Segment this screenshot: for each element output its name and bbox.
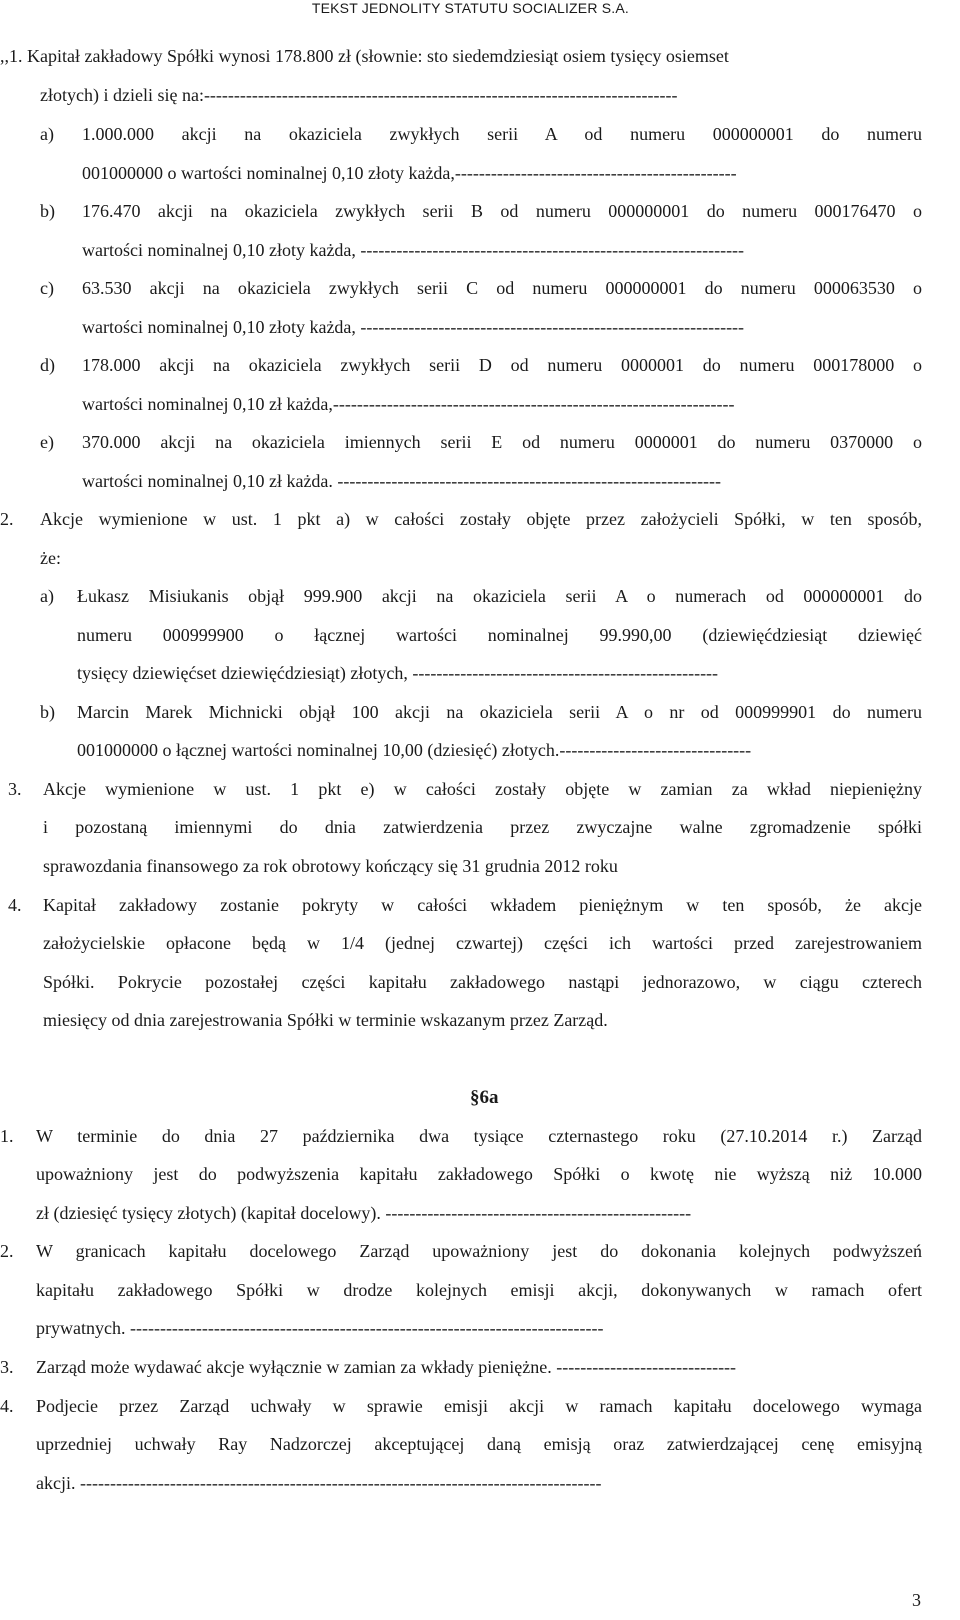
point-4-line3: Spółki. Pokrycie pozostałej części kapitału zakładowego nastąpi jednorazowo, w ciągu czterech <box>43 972 922 992</box>
series-d-label: d) <box>40 355 55 375</box>
series-a-line2: 001000000 o wartości nominalnej 0,10 złoty każda,----------------------------------------------- <box>82 163 737 183</box>
series-a-line1: 1.000.000 akcji na okaziciela zwykłych serii A od numeru 000000001 do numeru <box>82 124 922 144</box>
point-2-line1: Akcje wymienione w ust. 1 pkt a) w całości zostały objęte przez założycieli Spółki, w ten sposób, <box>40 509 922 529</box>
series-d-line2: wartości nominalnej 0,10 zł każda,------------------------------------------------------------------- <box>82 394 735 414</box>
section-6a-p2-line1: W granicach kapitału docelowego Zarząd upoważniony jest do dokonania kolejnych podwyższeń <box>36 1241 922 1261</box>
point-2b-line1: Marcin Marek Michnicki objął 100 akcji na okaziciela serii A o nr od 000999901 do numeru <box>77 702 922 722</box>
section-6a-p4-line2: uprzedniej uchwały Ray Nadzorczej akceptującej daną emisją oraz zatwierdzającej cenę emisyjną <box>36 1434 922 1454</box>
series-b-line1: 176.470 akcji na okaziciela zwykłych serii B od numeru 000000001 do numeru 000176470 o <box>82 201 922 221</box>
section-6a-p3-number: 3. <box>0 1357 14 1377</box>
series-b-label: b) <box>40 201 55 221</box>
section-6a-p4-number: 4. <box>0 1396 14 1416</box>
section-6a-p2-number: 2. <box>0 1241 14 1261</box>
series-e-line2: wartości nominalnej 0,10 zł każda. ---------------------------------------------------------------- <box>82 471 722 491</box>
document-header: TEKST JEDNOLITY STATUTU SOCIALIZER S.A. <box>311 0 629 16</box>
point-3-line3: sprawozdania finansowego za rok obrotowy kończący się 31 grudnia 2012 roku <box>43 856 618 876</box>
series-c-line1: 63.530 akcji na okaziciela zwykłych serii C od numeru 000000001 do numeru 000063530 o <box>82 278 922 298</box>
page-number: 3 <box>912 1590 921 1610</box>
point-2a-label: a) <box>40 586 54 606</box>
series-a-label: a) <box>40 124 54 144</box>
series-e-label: e) <box>40 432 54 452</box>
section-6a-p2-line3: prywatnych. ------------------------------------------------------------------------------- <box>36 1318 604 1338</box>
capital-intro-line2: złotych) i dzieli się na:------------------------------------------------------------------------------- <box>40 85 678 105</box>
point-2a-line3: tysięcy dziewięćset dziewięćdziesiąt) złotych, --------------------------------------------------- <box>77 663 719 683</box>
section-6a-p1-line1: W terminie do dnia 27 października dwa tysiące czternastego roku (27.10.2014 r.) Zarząd <box>36 1126 922 1146</box>
point-2a-line2: numeru 000999900 o łącznej wartości nominalnej 99.990,00 (dziewięćdziesiąt dziewięć <box>77 625 922 645</box>
section-6a-heading <box>470 1087 499 1109</box>
series-d-line1: 178.000 akcji na okaziciela zwykłych serii D od numeru 0000001 do numeru 000178000 o <box>82 355 922 375</box>
series-e-line1: 370.000 akcji na okaziciela imiennych serii E od numeru 0000001 do numeru 0370000 o <box>82 432 922 452</box>
capital-intro-line1: ,,1. Kapitał zakładowy Spółki wynosi 178.800 zł (słownie: sto siedemdziesiąt osiem tysięcy osiemset <box>0 46 729 66</box>
point-2-line2: że: <box>40 548 61 568</box>
series-c-line2: wartości nominalnej 0,10 złoty każda, ---------------------------------------------------------------- <box>82 317 745 337</box>
section-6a-number: 6a <box>479 1087 499 1108</box>
series-b-line2: wartości nominalnej 0,10 złoty każda, ---------------------------------------------------------------- <box>82 240 745 260</box>
point-3-line1: Akcje wymienione w ust. 1 pkt e) w całości zostały objęte w zamian za wkład niepieniężny <box>43 779 922 799</box>
section-6a-p4-line1: Podjecie przez Zarząd uchwały w sprawie emisji akcji w ramach kapitału docelowego wymaga <box>36 1396 922 1416</box>
point-4-line4: miesięcy od dnia zarejestrowania Spółki w terminie wskazanym przez Zarząd. <box>43 1010 608 1030</box>
point-4-number: 4. <box>8 895 22 915</box>
point-2b-label: b) <box>40 702 55 722</box>
section-6a-p3-line1: Zarząd może wydawać akcje wyłącznie w zamian za wkłady pieniężne. ------------------------------ <box>36 1357 737 1377</box>
section-6a-p4-line3: akcji. --------------------------------------------------------------------------------------- <box>36 1473 602 1493</box>
point-2-number: 2. <box>0 509 14 529</box>
section-sign: § <box>470 1087 480 1108</box>
point-3-number: 3. <box>8 779 22 799</box>
point-4-line2: założycielskie opłacone będą w 1/4 (jednej czwartej) części ich wartości przed zarejestrowaniem <box>43 933 922 953</box>
point-3-line2: i pozostaną imiennymi do dnia zatwierdzenia przez zwyczajne walne zgromadzenie spółki <box>43 817 922 837</box>
point-2b-line2: 001000000 o łącznej wartości nominalnej 10,00 (dziesięć) złotych.-------------------------------- <box>77 740 752 760</box>
series-c-label: c) <box>40 278 54 298</box>
point-4-line1: Kapitał zakładowy zostanie pokryty w całości wkładem pieniężnym w ten sposób, że akcje <box>43 895 922 915</box>
point-2a-line1: Łukasz Misiukanis objął 999.900 akcji na okaziciela serii A o numerach od 000000001 do <box>77 586 922 606</box>
section-6a-p2-line2: kapitału zakładowego Spółki w drodze kolejnych emisji akcji, dokonywanych w ramach ofert <box>36 1280 922 1300</box>
section-6a-p1-number: 1. <box>0 1126 14 1146</box>
section-6a-p1-line3: zł (dziesięć tysięcy złotych) (kapitał docelowy). --------------------------------------------------- <box>36 1203 692 1223</box>
section-6a-p1-line2: upoważniony jest do podwyższenia kapitału zakładowego Spółki o kwotę nie wyższą niż 10.000 <box>36 1164 922 1184</box>
